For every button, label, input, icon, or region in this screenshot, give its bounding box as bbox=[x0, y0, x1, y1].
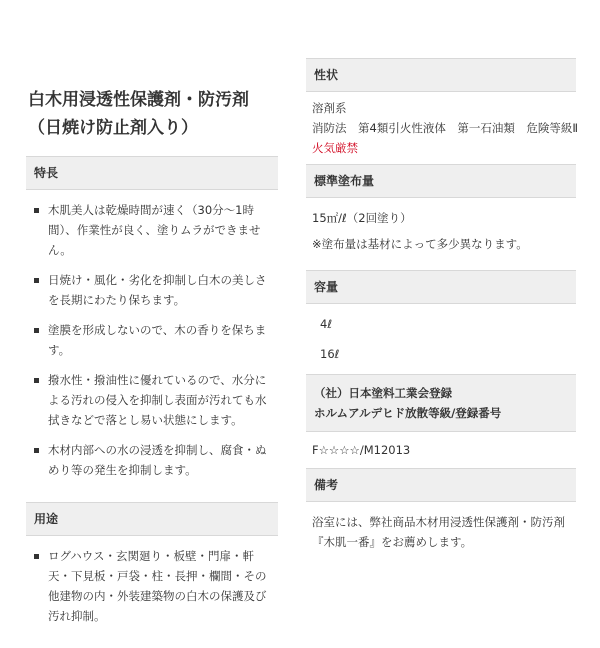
capacity-body bbox=[306, 304, 576, 374]
solvent-type: 溶剤系 bbox=[312, 101, 347, 115]
uses-heading: 用途 bbox=[26, 502, 278, 536]
coverage-body bbox=[306, 198, 576, 264]
list-item bbox=[32, 200, 272, 260]
fire-law-class: 消防法 第4類引火性液体 第一石油類 危険等級Ⅱ bbox=[312, 121, 578, 135]
notes-line-2: 『木肌一番』をお薦めします。 bbox=[312, 535, 473, 549]
product-title: 白木用浸透性保護剤・防汚剤（日焼け防止剤入り） bbox=[28, 90, 249, 138]
bullet-icon bbox=[34, 448, 39, 453]
bullet-icon bbox=[34, 208, 39, 213]
bullet-icon bbox=[34, 554, 39, 559]
bullet-icon bbox=[34, 278, 39, 283]
no-fire-warning: 火気厳禁 bbox=[312, 141, 358, 155]
bullet-icon bbox=[34, 378, 39, 383]
notes-body bbox=[306, 502, 576, 558]
coverage-value: 15㎡/ℓ（2回塗り） bbox=[312, 211, 412, 225]
capacity-large: 16ℓ bbox=[320, 347, 340, 361]
list-item bbox=[32, 270, 272, 310]
feature-text: 撥水性・撥油性に優れているので、水分による汚れの侵入を抑制し表面が汚れても水拭きなどで落とし易い状態にします。 bbox=[48, 373, 267, 427]
notes-line-1: 浴室には、弊社商品木材用浸透性保護剤・防汚剤 bbox=[312, 515, 565, 529]
registration-body bbox=[306, 432, 576, 468]
uses-body bbox=[26, 536, 278, 648]
bullet-icon bbox=[34, 328, 39, 333]
properties-body bbox=[306, 92, 576, 164]
feature-text: 日焼け・風化・劣化を抑制し白木の美しさを長期にわたり保ちます。 bbox=[48, 273, 267, 307]
capacity-heading: 容量 bbox=[306, 270, 576, 304]
feature-text: 木肌美人は乾燥時間が速く（30分〜1時間）、作業性が良く、塗りムラができません。 bbox=[48, 203, 261, 257]
use-text: ログハウス・玄関廻り・板壁・門扉・軒天・下見板・戸袋・柱・長押・欄間・その他建物の内・外装建築物の白木の保護及び汚れ抑制。 bbox=[48, 549, 267, 623]
list-item bbox=[32, 440, 272, 480]
right-column bbox=[306, 58, 576, 558]
properties-heading: 性状 bbox=[306, 58, 576, 92]
features-heading: 特長 bbox=[26, 156, 278, 190]
notes-heading: 備考 bbox=[306, 468, 576, 502]
registration-value: F☆☆☆☆/M12013 bbox=[312, 443, 411, 457]
coverage-heading: 標準塗布量 bbox=[306, 164, 576, 198]
capacity-small: 4ℓ bbox=[320, 317, 333, 331]
features-body bbox=[26, 190, 278, 502]
feature-text: 木材内部への水の浸透を抑制し、腐食・ぬめり等の発生を抑制します。 bbox=[48, 443, 267, 477]
feature-text: 塗膜を形成しないので、木の香りを保ちます。 bbox=[48, 323, 267, 357]
list-item bbox=[32, 546, 272, 626]
registration-grade-label: ホルムアルデヒド放散等級/登録番号 bbox=[314, 406, 502, 420]
list-item bbox=[32, 370, 272, 430]
registration-org: （社）日本塗料工業会登録 bbox=[314, 386, 452, 400]
coverage-note: ※塗布量は基材によって多少異なります。 bbox=[312, 237, 528, 251]
registration-heading bbox=[306, 374, 576, 432]
left-column bbox=[26, 86, 278, 648]
uses-list bbox=[32, 546, 272, 626]
list-item bbox=[32, 320, 272, 360]
features-list bbox=[32, 200, 272, 480]
